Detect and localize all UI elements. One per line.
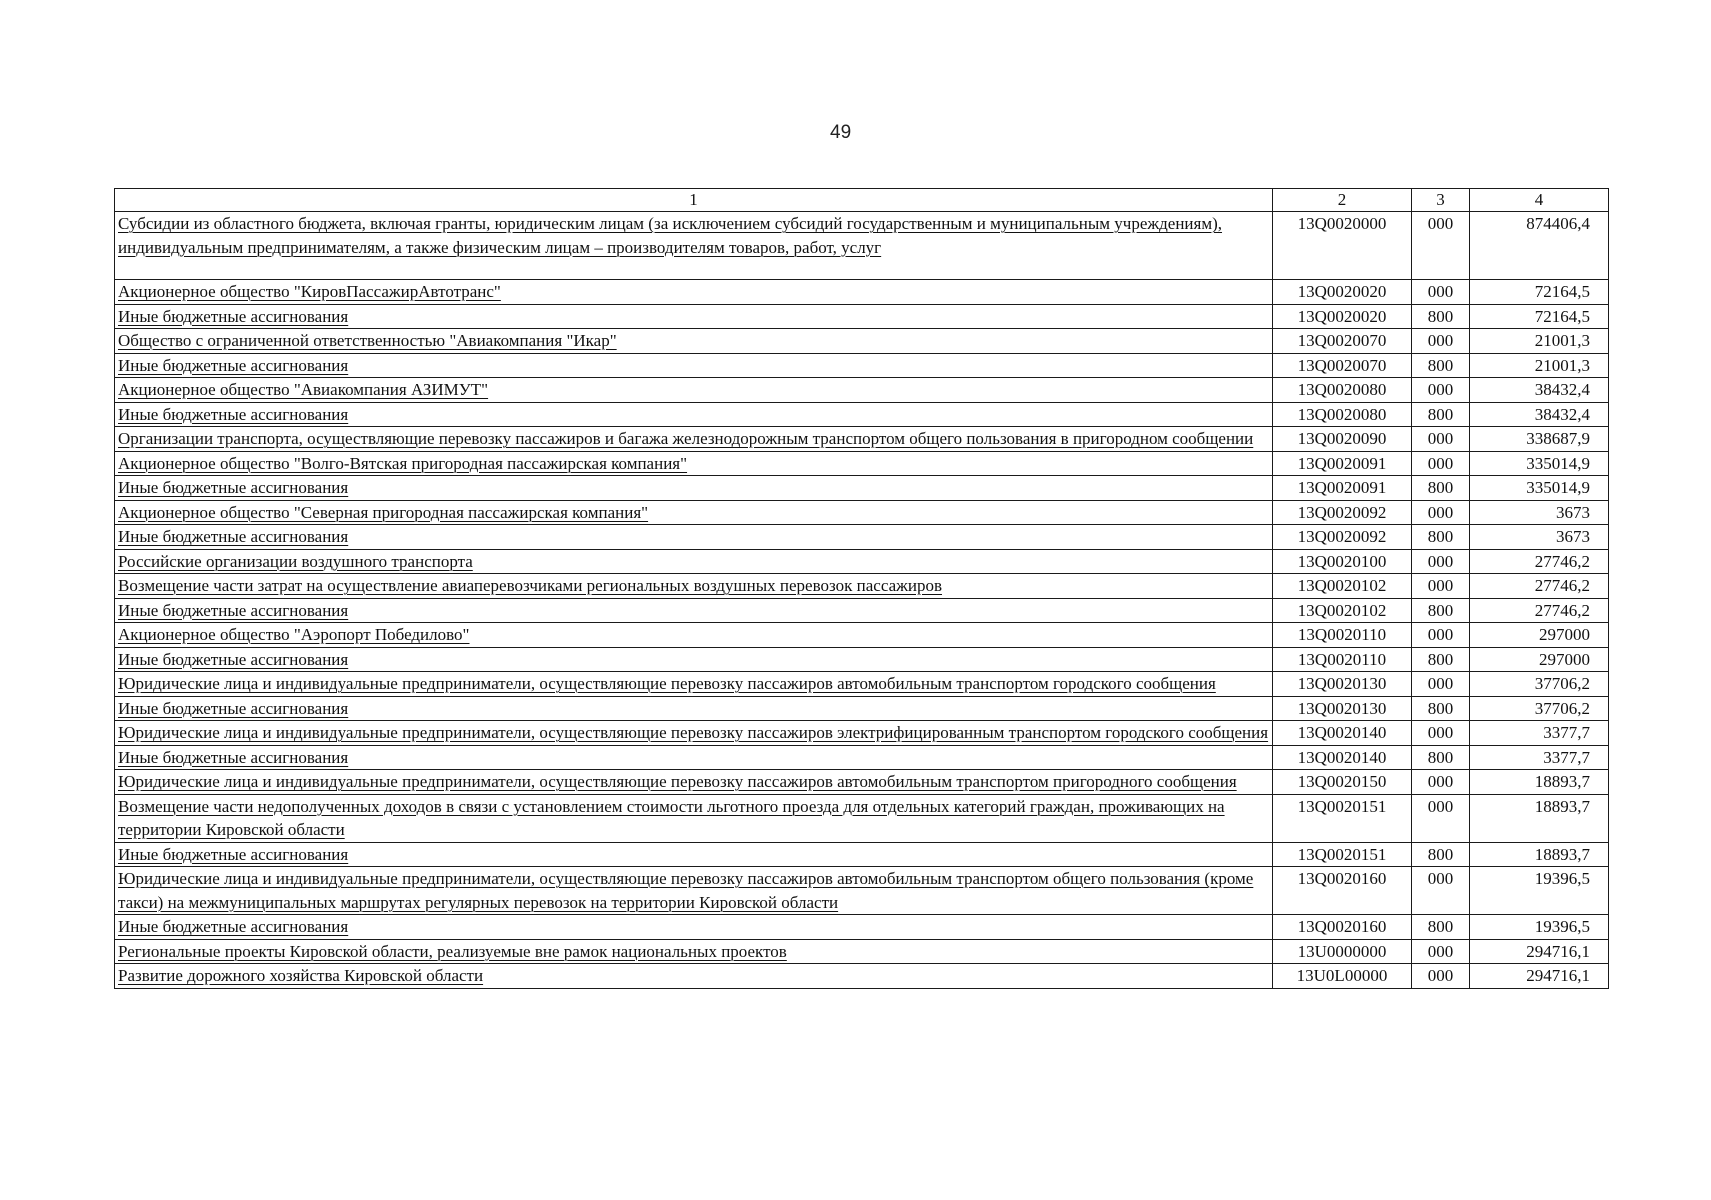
table-body — [115, 212, 1609, 989]
cell-amount: 3377,7 — [1470, 745, 1609, 770]
cell-amount: 335014,9 — [1470, 451, 1609, 476]
cell-type: 800 — [1412, 696, 1470, 721]
header-col-2: 2 — [1273, 189, 1412, 212]
cell-code: 13Q0020091 — [1273, 451, 1412, 476]
cell-name: Акционерное общество "Аэропорт Победилово" — [115, 623, 1273, 648]
cell-amount: 27746,2 — [1470, 574, 1609, 599]
table-row — [115, 329, 1609, 354]
cell-code: 13Q0020080 — [1273, 402, 1412, 427]
cell-type: 800 — [1412, 525, 1470, 550]
cell-name: Иные бюджетные ассигнования — [115, 304, 1273, 329]
table-row — [115, 574, 1609, 599]
cell-amount: 3673 — [1470, 500, 1609, 525]
cell-type: 000 — [1412, 212, 1470, 280]
cell-name: Возмещение части недополученных доходов в связи с установлением стоимости льготного проезда для отдельных категорий граждан, проживающих на территории Кировской области — [115, 794, 1273, 842]
page-number: 49 — [830, 122, 852, 143]
cell-name: Российские организации воздушного транспорта — [115, 549, 1273, 574]
cell-type: 000 — [1412, 451, 1470, 476]
cell-amount: 72164,5 — [1470, 304, 1609, 329]
cell-amount: 18893,7 — [1470, 770, 1609, 795]
table-row — [115, 304, 1609, 329]
cell-amount: 37706,2 — [1470, 696, 1609, 721]
table-row — [115, 867, 1609, 915]
cell-code: 13Q0020000 — [1273, 212, 1412, 280]
cell-code: 13U0000000 — [1273, 939, 1412, 964]
header-col-3: 3 — [1412, 189, 1470, 212]
cell-amount: 21001,3 — [1470, 353, 1609, 378]
cell-name: Иные бюджетные ассигнования — [115, 647, 1273, 672]
header-col-4: 4 — [1470, 189, 1609, 212]
cell-code: 13Q0020100 — [1273, 549, 1412, 574]
cell-amount: 3673 — [1470, 525, 1609, 550]
cell-name: Возмещение части затрат на осуществление авиаперевозчиками региональных воздушных перевозок пассажиров — [115, 574, 1273, 599]
cell-type: 000 — [1412, 939, 1470, 964]
cell-amount: 297000 — [1470, 623, 1609, 648]
cell-type: 800 — [1412, 915, 1470, 940]
cell-type: 000 — [1412, 964, 1470, 989]
cell-type: 000 — [1412, 794, 1470, 842]
cell-code: 13Q0020091 — [1273, 476, 1412, 501]
cell-code: 13Q0020102 — [1273, 598, 1412, 623]
table-row — [115, 745, 1609, 770]
cell-name: Иные бюджетные ассигнования — [115, 842, 1273, 867]
budget-table-container — [114, 188, 1609, 989]
table-row — [115, 647, 1609, 672]
cell-amount: 874406,4 — [1470, 212, 1609, 280]
cell-code: 13Q0020070 — [1273, 329, 1412, 354]
cell-type: 000 — [1412, 867, 1470, 915]
cell-amount: 19396,5 — [1470, 867, 1609, 915]
table-row — [115, 770, 1609, 795]
cell-name: Организации транспорта, осуществляющие перевозку пассажиров и багажа железнодорожным транспортом общего пользования в пригородном сообщении — [115, 427, 1273, 452]
cell-amount: 38432,4 — [1470, 402, 1609, 427]
cell-type: 000 — [1412, 427, 1470, 452]
table-row — [115, 598, 1609, 623]
cell-amount: 38432,4 — [1470, 378, 1609, 403]
cell-code: 13Q0020110 — [1273, 623, 1412, 648]
cell-amount: 335014,9 — [1470, 476, 1609, 501]
cell-name: Иные бюджетные ассигнования — [115, 353, 1273, 378]
cell-type: 000 — [1412, 500, 1470, 525]
table-row — [115, 427, 1609, 452]
table-row — [115, 476, 1609, 501]
table-row — [115, 794, 1609, 842]
table-row — [115, 623, 1609, 648]
cell-type: 000 — [1412, 378, 1470, 403]
cell-amount: 18893,7 — [1470, 794, 1609, 842]
cell-name: Иные бюджетные ассигнования — [115, 915, 1273, 940]
cell-name: Акционерное общество "Северная пригородная пассажирская компания" — [115, 500, 1273, 525]
cell-type: 800 — [1412, 402, 1470, 427]
cell-code: 13Q0020150 — [1273, 770, 1412, 795]
cell-code: 13Q0020090 — [1273, 427, 1412, 452]
cell-type: 800 — [1412, 304, 1470, 329]
cell-type: 000 — [1412, 280, 1470, 305]
cell-name: Иные бюджетные ассигнования — [115, 476, 1273, 501]
cell-code: 13Q0020092 — [1273, 525, 1412, 550]
cell-code: 13Q0020110 — [1273, 647, 1412, 672]
cell-type: 000 — [1412, 721, 1470, 746]
cell-code: 13Q0020151 — [1273, 794, 1412, 842]
cell-amount: 294716,1 — [1470, 964, 1609, 989]
cell-type: 800 — [1412, 745, 1470, 770]
cell-type: 800 — [1412, 842, 1470, 867]
cell-amount: 27746,2 — [1470, 549, 1609, 574]
cell-type: 800 — [1412, 476, 1470, 501]
table-header-row — [115, 189, 1609, 212]
table-row — [115, 525, 1609, 550]
cell-name: Юридические лица и индивидуальные предприниматели, осуществляющие перевозку пассажиров электрифицированным транспортом городского сообщения — [115, 721, 1273, 746]
table-row — [115, 212, 1609, 280]
table-row — [115, 721, 1609, 746]
cell-code: 13Q0020151 — [1273, 842, 1412, 867]
cell-type: 000 — [1412, 549, 1470, 574]
cell-amount: 19396,5 — [1470, 915, 1609, 940]
cell-amount: 18893,7 — [1470, 842, 1609, 867]
cell-code: 13Q0020102 — [1273, 574, 1412, 599]
cell-code: 13Q0020140 — [1273, 745, 1412, 770]
cell-name: Акционерное общество "КировПассажирАвтотранс" — [115, 280, 1273, 305]
cell-code: 13Q0020160 — [1273, 915, 1412, 940]
cell-name: Юридические лица и индивидуальные предприниматели, осуществляющие перевозку пассажиров автомобильным транспортом городского сообщения — [115, 672, 1273, 697]
cell-code: 13Q0020160 — [1273, 867, 1412, 915]
cell-code: 13Q0020130 — [1273, 696, 1412, 721]
cell-code: 13Q0020020 — [1273, 304, 1412, 329]
cell-name: Акционерное общество "Авиакомпания АЗИМУТ" — [115, 378, 1273, 403]
cell-amount: 294716,1 — [1470, 939, 1609, 964]
cell-type: 800 — [1412, 353, 1470, 378]
cell-type: 800 — [1412, 647, 1470, 672]
cell-name: Общество с ограниченной ответственностью "Авиакомпания "Икар" — [115, 329, 1273, 354]
budget-table — [114, 188, 1609, 989]
table-row — [115, 842, 1609, 867]
cell-amount: 37706,2 — [1470, 672, 1609, 697]
cell-code: 13Q0020140 — [1273, 721, 1412, 746]
cell-name: Юридические лица и индивидуальные предприниматели, осуществляющие перевозку пассажиров автомобильным транспортом общего пользования (кроме такси) на межмуниципальных маршрутах регулярных перевозок на территории Кировской области — [115, 867, 1273, 915]
table-row — [115, 378, 1609, 403]
cell-name: Региональные проекты Кировской области, реализуемые вне рамок национальных проектов — [115, 939, 1273, 964]
cell-code: 13Q0020080 — [1273, 378, 1412, 403]
table-row — [115, 549, 1609, 574]
table-row — [115, 939, 1609, 964]
cell-code: 13Q0020092 — [1273, 500, 1412, 525]
header-col-1: 1 — [115, 189, 1273, 212]
cell-type: 000 — [1412, 770, 1470, 795]
table-row — [115, 451, 1609, 476]
cell-name: Иные бюджетные ассигнования — [115, 696, 1273, 721]
cell-type: 000 — [1412, 574, 1470, 599]
cell-code: 13Q0020020 — [1273, 280, 1412, 305]
cell-amount: 27746,2 — [1470, 598, 1609, 623]
table-row — [115, 696, 1609, 721]
cell-amount: 3377,7 — [1470, 721, 1609, 746]
cell-type: 800 — [1412, 598, 1470, 623]
cell-amount: 21001,3 — [1470, 329, 1609, 354]
table-row — [115, 915, 1609, 940]
table-row — [115, 672, 1609, 697]
cell-name: Иные бюджетные ассигнования — [115, 402, 1273, 427]
cell-name: Иные бюджетные ассигнования — [115, 745, 1273, 770]
cell-type: 000 — [1412, 672, 1470, 697]
cell-code: 13Q0020070 — [1273, 353, 1412, 378]
cell-type: 000 — [1412, 329, 1470, 354]
cell-amount: 297000 — [1470, 647, 1609, 672]
cell-name: Развитие дорожного хозяйства Кировской области — [115, 964, 1273, 989]
cell-amount: 338687,9 — [1470, 427, 1609, 452]
cell-amount: 72164,5 — [1470, 280, 1609, 305]
table-row — [115, 500, 1609, 525]
cell-name: Иные бюджетные ассигнования — [115, 598, 1273, 623]
cell-name: Иные бюджетные ассигнования — [115, 525, 1273, 550]
table-row — [115, 964, 1609, 989]
table-row — [115, 402, 1609, 427]
cell-type: 000 — [1412, 623, 1470, 648]
table-row — [115, 353, 1609, 378]
cell-name: Субсидии из областного бюджета, включая гранты, юридическим лицам (за исключением субсидий государственным и муниципальным учреждениям), индивидуальным предпринимателям, а также физическим лицам – производителям товаров, работ, услуг — [115, 212, 1273, 280]
cell-name: Юридические лица и индивидуальные предприниматели, осуществляющие перевозку пассажиров автомобильным транспортом пригородного сообщения — [115, 770, 1273, 795]
cell-code: 13Q0020130 — [1273, 672, 1412, 697]
table-row — [115, 280, 1609, 305]
cell-name: Акционерное общество "Волго-Вятская пригородная пассажирская компания" — [115, 451, 1273, 476]
cell-code: 13U0L00000 — [1273, 964, 1412, 989]
